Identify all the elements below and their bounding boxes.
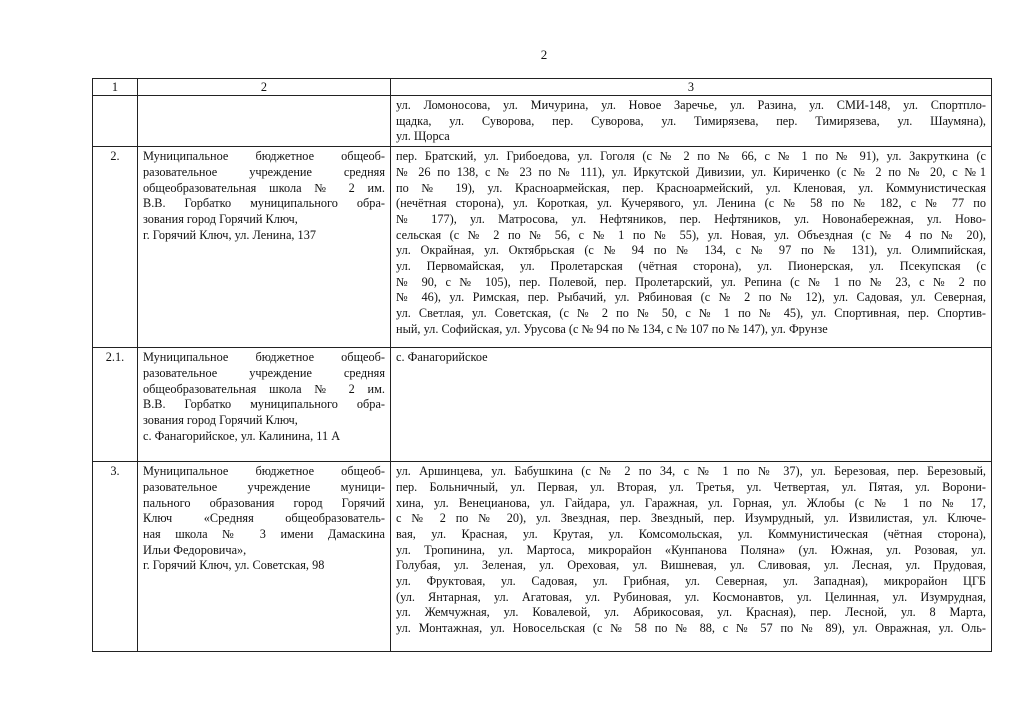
streets-cell: [391, 96, 992, 147]
school-line: Муниципальное бюджетное общеоб-: [143, 464, 385, 479]
school-line: В.В. Горбатко муниципального обра-: [143, 196, 385, 211]
street-line: ул. Ломоносова, ул. Мичурина, ул. Новое Заречье, ул. Разина, ул. СМИ-148, ул. Спортпло-: [396, 98, 986, 112]
street-line: ул. Жемчужная, ул. Ковалевой, ул. Абрикосовая, ул. Красная), пер. Лесной, ул. 8 Марта,: [396, 605, 986, 620]
street-line: вая, ул. Красная, ул. Крутая, ул. Комсомольская, ул. Коммунистическая (чётная сторона),: [396, 526, 986, 541]
street-line: ул. Первомайская, ул. Пролетарская (чётная сторона), ул. Пионерская, ул. Псекупская (с: [396, 259, 986, 274]
street-line: с. Фанагорийское: [396, 350, 488, 365]
school-address: г. Горячий Ключ, ул. Советская, 98: [143, 558, 325, 573]
row-number: [93, 96, 138, 147]
school-cell: [138, 462, 391, 652]
school-line: разовательное учреждение средняя: [143, 365, 385, 380]
street-line: ул. Тропинина, ул. Мартоса, микрорайон «Кунпанова Поляна» (ул. Южная, ул. Розовая, ул.: [396, 542, 986, 557]
districts-table: [92, 78, 992, 652]
street-line: сельская (с № 2 по № 56, с № 1 по № 55), ул. Новая, ул. Объездная (с № 4 по № 20),: [396, 227, 986, 242]
street-line: ул. Фруктовая, ул. Садовая, ул. Грибная, ул. Северная, ул. Западная), микрорайон ЦГБ: [396, 574, 986, 589]
street-line: (ул. Янтарная, ул. Агатовая, ул. Рубиновая, ул. Космонавтов, ул. Целинная, ул. Изумрудная,: [396, 589, 986, 604]
street-line: хина, ул. Венецианова, ул. Гайдара, ул. Гаражная, ул. Горная, ул. Жлобы (с № 1 по № 17,: [396, 495, 986, 510]
header-col-2: 2: [138, 79, 391, 96]
street-line: ул. Щорса: [396, 129, 450, 144]
school-address: г. Горячий Ключ, ул. Ленина, 137: [143, 227, 316, 242]
street-line: (нечётная сторона), ул. Короткая, ул. Кучерявого, ул. Ленина (с № 58 по № 182, с № 77 по: [396, 196, 986, 211]
header-col-3: 3: [391, 79, 992, 96]
row-number: 2.1.: [93, 348, 138, 462]
school-line: общеобразовательная школа № 2 им.: [143, 381, 385, 396]
school-line: разовательное учреждение муници-: [143, 479, 385, 494]
school-line: В.В. Горбатко муниципального обра-: [143, 397, 385, 412]
table-row: [93, 96, 992, 147]
street-line: № 46), ул. Римская, пер. Рыбачий, ул. Рябиновая (с № 2 по № 12), ул. Садовая, ул. Северная,: [396, 290, 986, 305]
street-line: № 26 по 138, с № 23 по № 111), ул. Иркутской Дивизии, ул. Кириченко (с № 2 по № 20, с №1: [396, 164, 986, 179]
streets-cell: [391, 348, 992, 462]
streets-cell: [391, 147, 992, 348]
street-line: ул. Аршинцева, ул. Бабушкина (с № 2 по 34, с № 1 по № 37), ул. Березовая, пер. Березовый,: [396, 464, 986, 479]
header-col-1: 1: [93, 79, 138, 96]
school-line: Ильи Федоровича»,: [143, 542, 247, 557]
table-row: [93, 147, 992, 348]
street-line: № 177), ул. Матросова, ул. Нефтяников, пер. Нефтяников, ул. Новонабережная, ул. Ново-: [396, 211, 986, 226]
school-line: ная школа № 3 имени Дамаскина: [143, 526, 385, 541]
school-line: Муниципальное бюджетное общеоб-: [143, 149, 385, 164]
street-line: с № 2 по № 20), ул. Звездная, пер. Звездный, пер. Изумрудный, ул. Извилистая, ул. Ключе-: [396, 511, 986, 526]
street-line: ул. Монтажная, ул. Новосельская (с № 58 по № 88, с № 57 по № 89), ул. Овражная, ул. Оль-: [396, 621, 986, 636]
row-number: 3.: [93, 462, 138, 652]
street-line: щадка, ул. Суворова, пер. Суворова, ул. Тимирязева, пер. Тимирязева, ул. Шаумяна),: [396, 113, 986, 128]
school-cell: [138, 348, 391, 462]
street-line: ный, ул. Софийская, ул. Урусова (с № 94 по № 134, с № 107 по № 147), ул. Фрунзе: [396, 321, 828, 336]
streets-cell: [391, 462, 992, 652]
street-line: № 90, с № 105), пер. Полевой, пер. Пролетарский, ул. Репина (с № 1 по № 23, с № 2 по: [396, 274, 986, 289]
table-header-row: [93, 79, 992, 96]
row-number: 2.: [93, 147, 138, 348]
school-line: разовательное учреждение средняя: [143, 164, 385, 179]
school-line: зования город Горячий Ключ,: [143, 211, 298, 226]
school-cell: [138, 96, 391, 147]
school-line: пального образования город Горячий: [143, 495, 385, 510]
school-line: общеобразовательная школа № 2 им.: [143, 180, 385, 195]
table-row: [93, 462, 992, 652]
school-line: зования город Горячий Ключ,: [143, 412, 298, 427]
school-line: Ключ «Средняя общеобразователь-: [143, 511, 385, 526]
street-line: пер. Больничный, ул. Первая, ул. Вторая, ул. Третья, ул. Четвертая, ул. Пятая, ул. Ворони-: [396, 479, 986, 494]
street-line: пер. Братский, ул. Грибоедова, ул. Гоголя (с № 2 по № 66, с № 1 по № 91), ул. Закруткина (с: [396, 149, 986, 164]
school-cell: [138, 147, 391, 348]
page-number: 2: [540, 47, 548, 62]
street-line: по № 19), ул. Красноармейская, пер. Красноармейский, ул. Кленовая, ул. Коммунистическая: [396, 180, 986, 195]
table-row: [93, 348, 992, 462]
street-line: Голубая, ул. Зеленая, ул. Ореховая, ул. Вишневая, ул. Сливовая, ул. Лесная, ул. Прудовая,: [396, 558, 986, 573]
street-line: ул. Окрайная, ул. Октябрьская (с № 94 по № 134, с № 97 по № 131), ул. Олимпийская,: [396, 243, 986, 258]
school-line: Муниципальное бюджетное общеоб-: [143, 350, 385, 365]
street-line: ул. Светлая, ул. Советская, (с № 2 по № 50, с № 1 по № 45), ул. Спортивная, пер. Спортив-: [396, 306, 986, 321]
school-address: с. Фанагорийское, ул. Калинина, 11 А: [143, 428, 341, 443]
